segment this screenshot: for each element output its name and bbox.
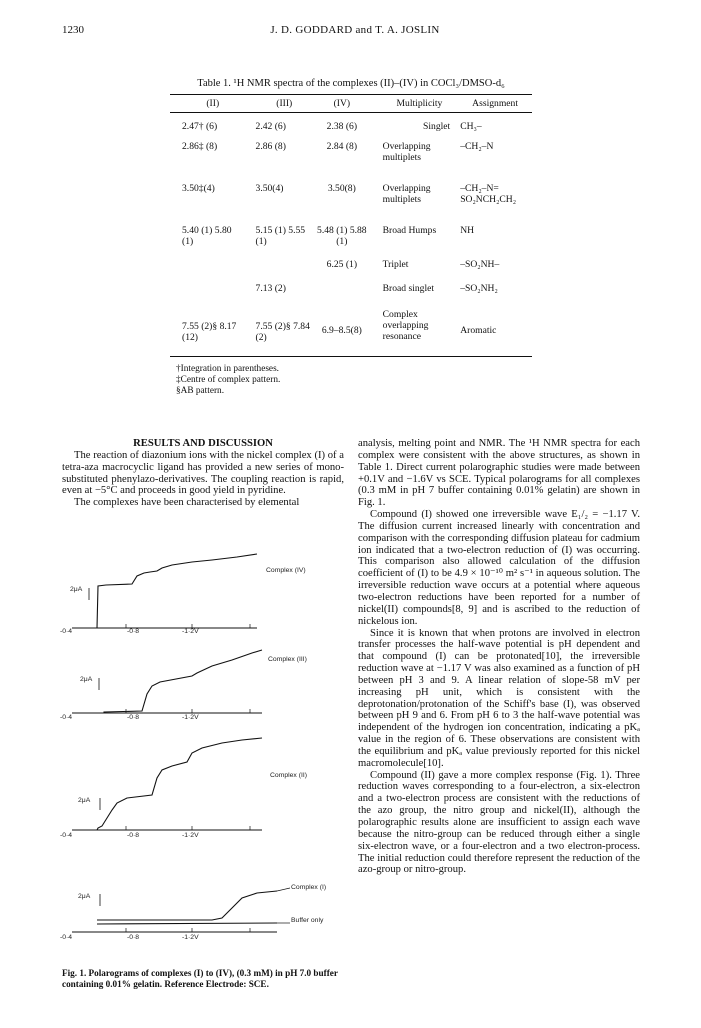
table-row <box>170 283 532 309</box>
table-footnote: §AB pattern. <box>176 386 225 396</box>
paragraph: Since it is known that when protons are involved in electron transfer processes the half-wave potential is pH dependent and that compound (I) can be protonated[10], the irreversible reduction wave at −1.17 V was also examined as a function of pH between pH 3 and 9. A linear relation of slope-58 mV per increasing pH unit, which is consistent with the deprotonation/protonation of the Schiff's base (I), was observed between pH 9 and 6. From pH 6 to 3 the half-wave potential was independent of the hydrogen ion concentration, indicating a pKₐ value in the region of 6. These observations are consistent with the equilibrium and pKₐ value previously reported for this nickel macromolecule[10]. <box>358 627 640 769</box>
table-cell: 2.42 (6) <box>255 121 286 132</box>
column-header: Assignment <box>458 95 532 113</box>
table-footnote: †Integration in parentheses. <box>176 364 280 374</box>
table-cell: 2.84 (8) <box>326 140 358 152</box>
column-header: (II) <box>170 95 246 113</box>
page-number: 1230 <box>62 24 84 36</box>
tick-label: -0·8 <box>127 714 140 721</box>
panel-label: Complex (IV) <box>266 567 306 574</box>
table-cell <box>315 283 369 309</box>
paragraph: The complexes have been characterised by elemental <box>74 497 300 509</box>
tick-label: -0·4 <box>60 934 73 941</box>
table-cell: Overlapping multiplets <box>382 182 431 205</box>
table-cell: Aromatic <box>460 324 497 336</box>
table-cell: 6.25 (1) <box>326 258 358 270</box>
table-cell: Overlapping multiplets <box>382 140 431 163</box>
panel-label: Complex (III) <box>268 656 307 663</box>
right-column <box>358 438 640 876</box>
tick-label: -0·4 <box>60 832 73 839</box>
polarogram-curve-i <box>97 891 277 920</box>
figure-caption: Fig. 1. Polarograms of complexes (I) to (IV), (0.3 mM) in pH 7.0 buffer containing 0.01% gelatin. Reference Electrode: SCE. <box>62 968 338 989</box>
table-bottom-rule <box>170 356 532 357</box>
paragraph: Compound (I) showed one irreversible wave E₁/₂ = −1.17 V. The diffusion current increased linearly with concentration and comparison with the corresponding diffusion plateau for cadmium ion indicated that a two-electron reduction of (I) was occurring. This comparison also allowed calculation of the diffusion coefficient of (I) to be 4.9 × 10⁻¹⁰ m² s⁻¹ in aqueous solution. The irreversible reduction wave occurs at a potential where aqueous two-electron reductions have been reported for a number of nickel(II) compounds[8, 9] and is ascribed to the reduction of nickelous ion. <box>358 509 640 627</box>
panel-label: Buffer only <box>291 917 324 924</box>
tick-label: -1·2V <box>182 934 199 941</box>
tick-label: -1·2V <box>182 832 199 839</box>
scale-label: 2μA <box>80 676 93 683</box>
table-cell: 3.50(8) <box>327 182 356 194</box>
table-cell: 3.50‡(4) <box>182 182 215 194</box>
table-cell: Complex overlapping resonance <box>382 308 429 342</box>
table-cell: –CH₂–N <box>460 140 494 152</box>
tick-label: -1·2V <box>182 714 199 721</box>
table-row <box>170 309 532 345</box>
nmr-table <box>170 94 532 345</box>
polarogram-curve-iii <box>104 650 262 713</box>
panel-label: Complex (I) <box>291 884 327 891</box>
running-title: J. D. GODDARD and T. A. JOSLIN <box>270 24 440 36</box>
tick-label: -0·4 <box>60 714 73 721</box>
table-cell: CH₃– <box>460 121 482 132</box>
left-column <box>62 438 344 509</box>
table-row <box>170 225 532 259</box>
table-cell: Broad singlet <box>382 282 435 294</box>
table-cell: 7.55 (2)§ 7.84 (2) <box>255 320 310 343</box>
buffer-curve <box>97 923 277 924</box>
table-row <box>170 113 532 141</box>
section-heading: RESULTS AND DISCUSSION <box>133 438 273 449</box>
table-cell: –SO₂NH₂ <box>460 282 498 294</box>
table-cell: 3.50(4) <box>255 182 284 194</box>
table-row <box>170 183 532 225</box>
table-cell: 2.38 (6) <box>326 121 358 132</box>
table-cell: 2.86‡ (8) <box>182 140 218 152</box>
table-cell <box>170 259 246 283</box>
table-row <box>170 259 532 283</box>
table-cell: Broad Humps <box>382 224 437 236</box>
table-cell: Singlet <box>423 121 451 132</box>
column-header: (IV) <box>315 95 369 113</box>
column-header: (III) <box>246 95 316 113</box>
polarogram-curve-ii <box>97 738 262 830</box>
panel-label: Complex (II) <box>270 772 308 779</box>
scale-label: 2μA <box>78 893 91 900</box>
table-footnote: ‡Centre of complex pattern. <box>176 375 281 385</box>
paragraph: analysis, melting point and NMR. The ¹H NMR spectra for each complex were consistent with the above structures, as shown in Table 1. Direct current polarographic studies were made between +0.1V and −1.6V vs SCE. Typical polarograms for all complexes (0.3 mM in pH 7 buffer containing 0.01% gelatin) are shown in Fig. 1. <box>358 438 640 509</box>
tick-label: -1·2V <box>182 628 199 635</box>
table-cell <box>246 259 316 283</box>
table-row <box>170 141 532 183</box>
table-cell: 2.86 (8) <box>255 140 286 152</box>
polarogram-figure <box>62 548 347 963</box>
paragraph: Compound (II) gave a more complex response (Fig. 1). Three reduction waves corresponding to a four-electron, a six-electron and a two-electron process are consistent with the reductions of the azo group, the nitro group and nickel(II), although the polarographic results alone are insufficient to assign each wave because the nitro-group can be reduced through either a single six-electron wave, or a four-electron and a two electron-process. The initial reduction could therefore represent the reduction of the azo-group or nitro-group. <box>358 769 640 876</box>
table-caption: Table 1. ¹H NMR spectra of the complexes (II)–(IV) in COCl₃/DMSO-d₆ <box>197 78 505 89</box>
scale-label: 2μA <box>70 586 83 593</box>
table-cell: NH <box>460 224 475 236</box>
table-cell: 5.48 (1) 5.88 (1) <box>317 224 367 247</box>
scale-label: 2μA <box>78 797 91 804</box>
table-cell: 7.55 (2)§ 8.17 (12) <box>182 320 237 343</box>
tick-label: -0·8 <box>127 832 140 839</box>
table-cell: 2.47† (6) <box>182 121 218 132</box>
table-header-row <box>170 95 532 113</box>
table-cell: 7.13 (2) <box>255 282 286 294</box>
table-cell: 6.9–8.5(8) <box>321 324 362 336</box>
tick-label: -0·4 <box>60 628 73 635</box>
table-cell: 5.15 (1) 5.55 (1) <box>255 224 306 247</box>
paragraph: The reaction of diazonium ions with the nickel complex (I) of a tetra-aza macrocyclic ligand has provided a new series of mono-substituted phenylazo-derivatives. The coupling reaction is rapid, even at −5°C and proceeds in good yield in pyridine. <box>62 449 344 497</box>
polarogram-curve-iv <box>97 554 257 628</box>
table-cell: –SO₂NH– <box>460 258 500 270</box>
tick-label: -0·8 <box>127 628 140 635</box>
table-cell: Triplet <box>382 258 409 270</box>
table-cell: 5.40 (1) 5.80 (1) <box>182 224 232 247</box>
tick-label: -0·8 <box>127 934 140 941</box>
column-header: Multiplicity <box>369 95 459 113</box>
table-cell: –CH₂–N= SO₂NCH₂CH₂ <box>460 182 517 205</box>
table-cell <box>170 283 246 309</box>
